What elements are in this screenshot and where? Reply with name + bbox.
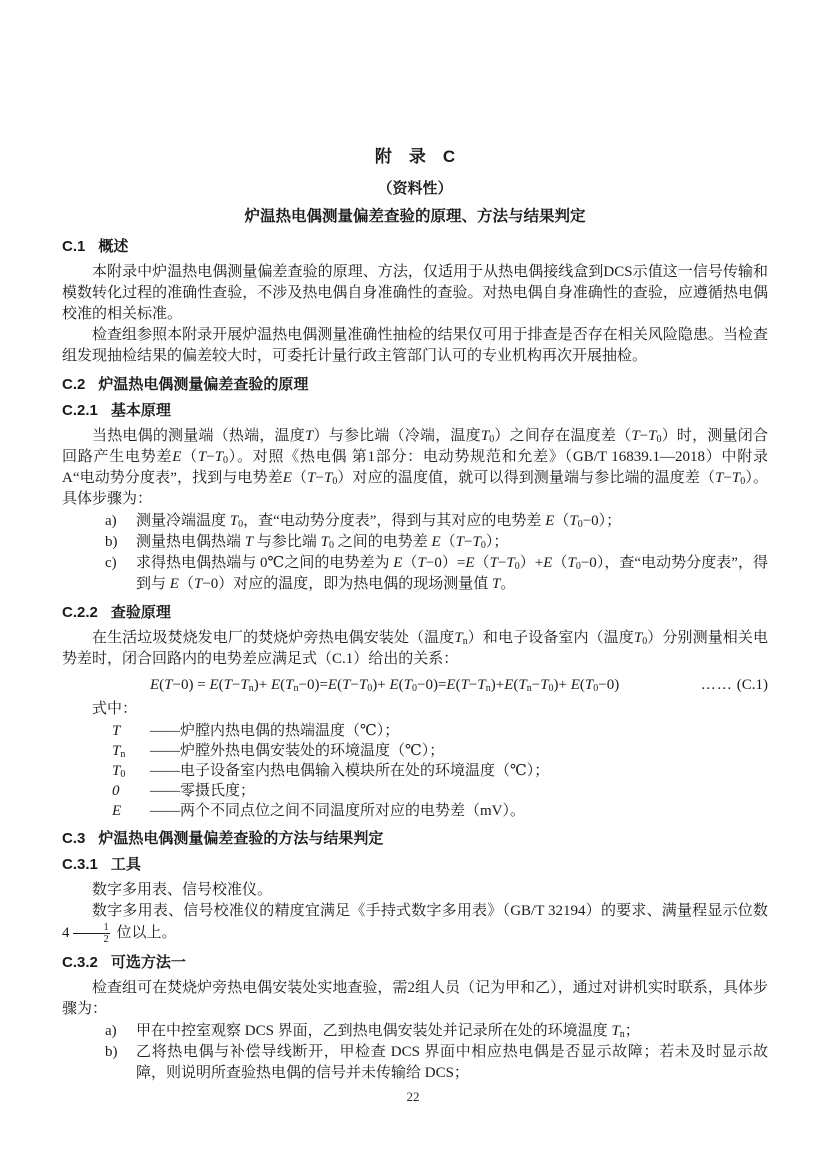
heading-c3-1 bbox=[62, 856, 768, 873]
appendix-kind: （资料性） bbox=[377, 180, 453, 197]
heading-c3 bbox=[62, 830, 768, 847]
formula-dots: …… bbox=[700, 677, 733, 693]
definition-row bbox=[62, 721, 768, 741]
list-item bbox=[62, 553, 768, 595]
list-item-text: 乙将热电偶与补偿导线断开，甲检查 DCS 界面中相应热电偶是否显示故障；若未及时显示故障，则说明所查验热电偶的信号并未传输给 DCS； bbox=[136, 1044, 768, 1082]
heading-c3-title: 炉温热电偶测量偏差查验的方法与结果判定 bbox=[98, 830, 384, 847]
definition-row bbox=[62, 781, 768, 801]
definition-symbol: $T_n$ bbox=[112, 743, 126, 760]
heading-c2-2-title: 查验原理 bbox=[110, 604, 171, 621]
heading-c2-title: 炉温热电偶测量偏差查验的原理 bbox=[98, 376, 309, 393]
list-item-text: 求得热电偶热端与 0℃之间的电势差为 $E(T-0)=E(T-T_0)+E(T_0-0)$，查“电动势分度表”，得到与 E（T−0）对应的温度，即为热电偶的现场测量值 T。 bbox=[136, 555, 768, 592]
list-item bbox=[62, 1021, 768, 1042]
appendix-label: 附 录 C bbox=[374, 147, 456, 166]
definition-desc: ——零摄氏度； bbox=[150, 783, 256, 799]
heading-c2-1-title: 基本原理 bbox=[110, 402, 171, 419]
paragraph-c1-1: 本附录中炉温热电偶测量偏差查验的原理、方法，仅适用于从热电偶接线盒到DCS示值这一信号传输和模数转化过程的准确性查验，不涉及热电偶自身准确性的查验。对热电偶自身准确性的查验，应遵循热电偶校准的相关标准。 bbox=[62, 264, 768, 322]
list-item-text: 测量热电偶热端 T 与参比端 $T_0$ 之间的电势差 $E(T-T_0)$； bbox=[136, 534, 509, 551]
heading-c2-2 bbox=[62, 604, 768, 621]
where-label: 式中： bbox=[92, 701, 138, 717]
list-marker: c) bbox=[105, 555, 117, 571]
paragraph-c2-1-intro: 当热电偶的测量端（热端，温度T）与参比端（冷端，温度$T_0$）之间存在温度差$(T-T_0)$时，测量闭合回路产生电势差$E(T-T_0)$。对照《热电偶 第1部分：电动势规范和允差》（GB/T 16839.1—2018）中附录A“电动势分度表”，找到与电势差$E(T-T_0)$对应的温度值，就可以得到测量端与参比端的温度差$(T-T_0)$。具体步骤为： bbox=[62, 428, 768, 507]
definition-symbol: $T_0$ bbox=[112, 763, 126, 780]
heading-c2-1-number: C.2.1 bbox=[62, 402, 98, 419]
definition-desc: ——炉膛内热电偶的热端温度（℃）； bbox=[150, 723, 400, 739]
heading-c3-1-title: 工具 bbox=[110, 856, 141, 873]
paragraph-c2-2-intro: 在生活垃圾焚烧发电厂的焚烧炉旁热电偶安装处（温度$T_n$）和电子设备室内（温度$T_0$）分别测量相关电势差时，闭合回路内的电势差应满足式（C.1）给出的关系： bbox=[62, 630, 768, 667]
list-c3-2 bbox=[62, 1021, 768, 1084]
formula-c1 bbox=[62, 675, 768, 696]
paragraph-c1-2: 检查组参照本附录开展炉温热电偶测量准确性抽检的结果仅可用于排查是否存在相关风险隐患。当检查组发现抽检结果的偏差较大时，可委托计量行政主管部门认可的专业机构再次开展抽检。 bbox=[62, 327, 768, 364]
formula-number: (C.1) bbox=[736, 677, 768, 693]
paragraph-c3-2-intro: 检查组可在焚烧炉旁热电偶安装处实地查验，需2组人员（记为甲和乙），通过对讲机实时联系，具体步骤为： bbox=[62, 980, 768, 1018]
list-item bbox=[62, 532, 768, 553]
definition-symbol: 0 bbox=[112, 783, 120, 799]
definition-row bbox=[62, 801, 768, 821]
appendix-title: 炉温热电偶测量偏差查验的原理、方法与结果判定 bbox=[244, 208, 586, 225]
heading-c2 bbox=[62, 376, 768, 393]
heading-c3-2 bbox=[62, 954, 768, 971]
heading-c3-2-number: C.3.2 bbox=[62, 954, 98, 972]
list-item bbox=[62, 511, 768, 532]
definition-desc: ——炉膛外热电偶安装处的环境温度（℃）； bbox=[150, 743, 445, 759]
heading-c3-1-number: C.3.1 bbox=[62, 856, 98, 873]
definition-symbol: E bbox=[112, 803, 122, 819]
paragraph-c3-1-1: 数字多用表、信号校准仪。 bbox=[92, 882, 273, 898]
symbol-definitions bbox=[62, 721, 768, 821]
list-marker: a) bbox=[105, 1023, 117, 1040]
heading-c1-number: C.1 bbox=[62, 238, 86, 255]
heading-c1-title: 概述 bbox=[98, 238, 129, 255]
definition-row bbox=[62, 741, 768, 761]
page-number: 22 bbox=[406, 1089, 420, 1104]
heading-c1 bbox=[62, 238, 768, 255]
heading-c3-number: C.3 bbox=[62, 830, 86, 847]
formula-body: $E(T-0) = E(T-T_n)+ E(T_n-0)=E(T-T_0)+ E(T_0-0)=E(T-T_n)+E(T_n-T_0)+ E(T_0-0)$ bbox=[150, 677, 620, 694]
definition-symbol: T bbox=[112, 723, 121, 739]
heading-c2-number: C.2 bbox=[62, 376, 86, 393]
heading-c3-2-title: 可选方法一 bbox=[110, 954, 186, 972]
definition-desc: ——电子设备室内热电偶输入模块所在处的环境温度（℃）； bbox=[150, 763, 550, 779]
list-marker: b) bbox=[105, 1044, 118, 1061]
paragraph-c3-1-2: 数字多用表、信号校准仪的精度宜满足《手持式数字多用表》（GB/T 32194）的要求、满量程显示位数 4 $\frac{1}{2}$ 位以上。 bbox=[62, 903, 768, 946]
list-marker: a) bbox=[105, 513, 117, 529]
heading-c2-1 bbox=[62, 402, 768, 419]
definition-desc: ——两个不同点位之间不同温度所对应的电势差（mV）。 bbox=[150, 803, 526, 819]
definition-row bbox=[62, 761, 768, 781]
list-marker: b) bbox=[105, 534, 118, 550]
list-item-text: 测量冷端温度 $T_0$，查“电动势分度表”，得到与其对应的电势差 $E(T_0-0)$； bbox=[136, 513, 622, 530]
list-item-text: 甲在中控室观察 DCS 界面，乙到热电偶安装处并记录所在处的环境温度 $T_n$； bbox=[136, 1023, 640, 1041]
list-c2-1 bbox=[62, 511, 768, 595]
heading-c2-2-number: C.2.2 bbox=[62, 604, 98, 621]
list-item bbox=[62, 1042, 768, 1084]
